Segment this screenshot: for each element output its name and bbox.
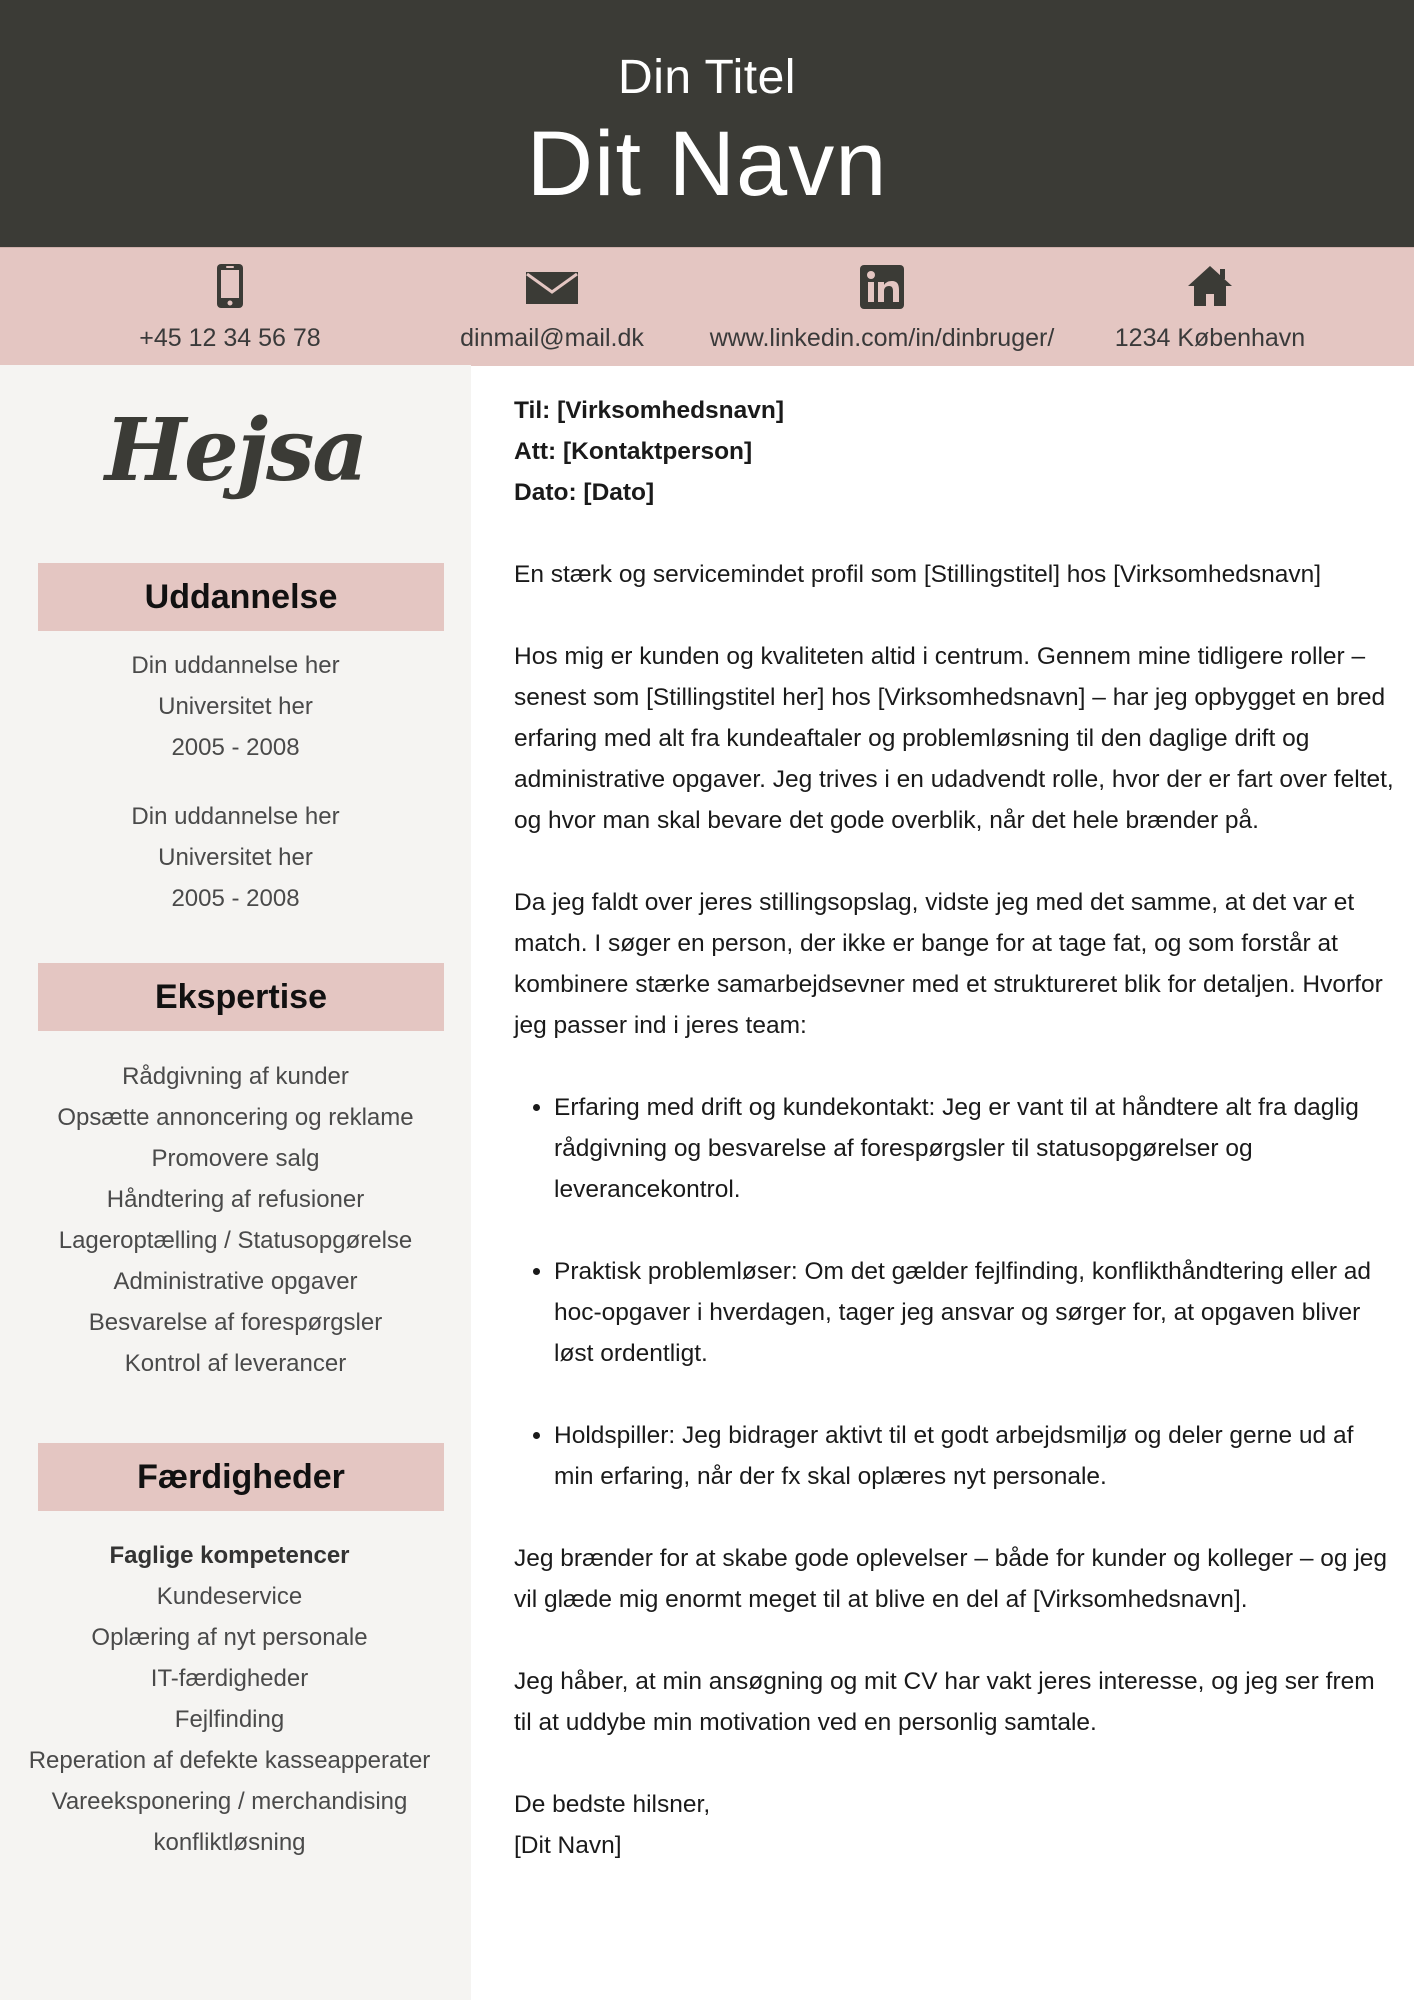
letter-paragraph: Da jeg faldt over jeres stillingsopslag, vidste jeg med det samme, at det var et match. I søger en person, der ikke er bange for at tage fat, og som forstår at kombinere stærke samarbejdsevner med et struktureret blik for detaljen. Hvorfor jeg passer ind i jeres team: xyxy=(514,889,1383,1039)
letter-closing: De bedste hilsner, xyxy=(514,1791,711,1818)
skills-item: Reperation af defekte kasseapperater xyxy=(28,1747,431,1774)
letter-bullet: • Erfaring med drift og kundekontakt: Jeg er vant til at håndtere alt fra daglig rådgivning og besvarelse af forespørgsler til statusopgørelser og leverancekontrol. xyxy=(554,1087,1394,1210)
letter-paragraph: Hos mig er kunden og kvaliteten altid i centrum. Gennem mine tidligere roller – senest som [Stillingstitel her] hos [Virksomhedsnavn] – har jeg opbygget en bred erfaring med alt fra kundeaftaler og problemløsning til den daglige drift og administrative opgaver. Jeg trives i en udadvendt rolle, hvor der er fart over feltet, og hvor man skal bevare det gode overblik, når det hele brænder på. xyxy=(514,643,1394,834)
phone-icon xyxy=(215,262,245,310)
contact-address-text: 1234 København xyxy=(1114,324,1306,352)
letter-paragraph: Jeg brænder for at skabe gode oplevelser – både for kunder og kolleger – og jeg vil glæde mig enormt meget til at blive en del af [Virksomhedsnavn]. xyxy=(514,1545,1388,1613)
letter-bullet: • Holdspiller: Jeg bidrager aktivt til et godt arbejdsmiljø og deler gerne ud af min erfaring, når der fx skal oplæres nyt personale. xyxy=(554,1415,1394,1497)
applicant-name: Dit Navn xyxy=(526,113,888,215)
skills-subheading: Faglige kompetencer xyxy=(109,1542,350,1569)
education-heading: Uddannelse xyxy=(38,563,444,631)
education-degree: Din uddannelse her xyxy=(131,652,340,679)
linkedin-icon xyxy=(860,262,904,310)
expertise-item: Promovere salg xyxy=(151,1145,320,1172)
expertise-list xyxy=(0,1056,471,1384)
contact-email-text[interactable]: dinmail@mail.dk xyxy=(460,324,644,352)
cover-letter xyxy=(514,390,1394,1866)
contact-phone-text: +45 12 34 56 78 xyxy=(139,324,321,352)
skills-heading: Færdigheder xyxy=(38,1443,444,1511)
skills-item: Fejlfinding xyxy=(174,1706,285,1733)
education-years: 2005 - 2008 xyxy=(171,734,300,761)
letter-date: Dato: [Dato] xyxy=(514,479,655,506)
skills-item: Kundeservice xyxy=(156,1583,303,1610)
letter-intro: En stærk og servicemindet profil som [Stillingstitel] hos [Virksomhedsnavn] xyxy=(514,561,1322,588)
letter-to: Til: [Virksomhedsnavn] xyxy=(514,397,785,424)
contact-phone xyxy=(130,262,330,353)
letter-bullet-list xyxy=(514,1087,1394,1497)
skills-item: IT-færdigheder xyxy=(150,1665,309,1692)
expertise-item: Opsætte annoncering og reklame xyxy=(57,1104,414,1131)
home-icon xyxy=(1186,262,1234,310)
expertise-item: Administrative opgaver xyxy=(113,1268,358,1295)
education-degree: Din uddannelse her xyxy=(131,803,340,830)
education-school: Universitet her xyxy=(158,693,313,720)
contact-address xyxy=(1110,262,1310,353)
expertise-item: Rådgivning af kunder xyxy=(122,1063,349,1090)
sidebar xyxy=(0,365,471,2000)
contact-email[interactable] xyxy=(452,262,652,353)
expertise-item: Håndtering af refusioner xyxy=(106,1186,365,1213)
contact-linkedin-text[interactable]: www.linkedin.com/in/dinbruger/ xyxy=(709,324,1055,352)
education-years: 2005 - 2008 xyxy=(171,885,300,912)
education-school: Universitet her xyxy=(158,844,313,871)
header-banner xyxy=(0,0,1414,247)
expertise-item: Kontrol af leverancer xyxy=(124,1350,347,1377)
expertise-heading: Ekspertise xyxy=(38,963,444,1031)
letter-bullet: • Praktisk problemløser: Om det gælder fejlfinding, konflikthåndtering eller ad hoc-opgaver i hverdagen, tager jeg ansvar og sørger for, at opgaven bliver løst ordentligt. xyxy=(554,1251,1394,1374)
skills-list xyxy=(0,1535,465,1863)
education-list xyxy=(0,645,471,919)
contact-linkedin[interactable] xyxy=(700,262,1064,353)
skills-item: Oplæring af nyt personale xyxy=(91,1624,368,1651)
job-title: Din Titel xyxy=(618,51,796,104)
greeting-script: Hejsa xyxy=(104,400,367,501)
letter-paragraph: Jeg håber, at min ansøgning og mit CV har vakt jeres interesse, og jeg ser frem til at uddybe min motivation ved en personlig samtale. xyxy=(514,1668,1375,1736)
letter-att: Att: [Kontaktperson] xyxy=(514,438,753,465)
mail-icon xyxy=(525,262,579,310)
contact-bar xyxy=(0,247,1414,366)
skills-item: Vareeksponering / merchandising xyxy=(51,1788,408,1815)
expertise-item: Lageroptælling / Statusopgørelse xyxy=(58,1227,413,1254)
skills-item: konfliktløsning xyxy=(153,1829,306,1856)
letter-signature: [Dit Navn] xyxy=(514,1832,622,1859)
expertise-item: Besvarelse af forespørgsler xyxy=(88,1309,383,1336)
